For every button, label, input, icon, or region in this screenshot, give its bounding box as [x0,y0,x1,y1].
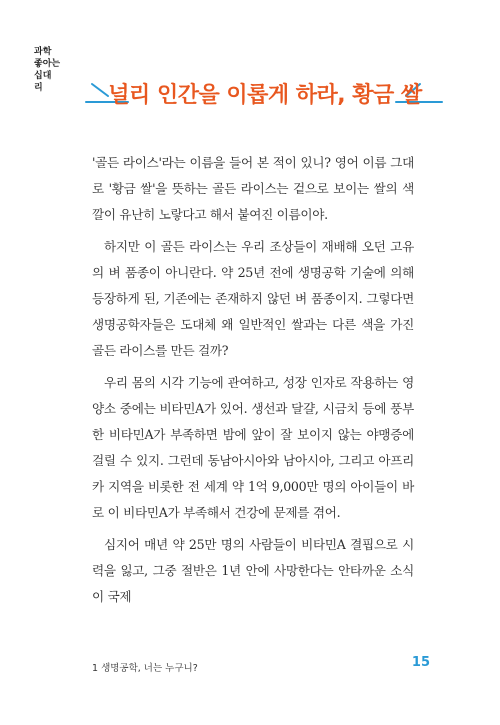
section-heading [80,70,450,130]
series-tag-line: 십대 [34,71,52,81]
paragraph: '골든 라이스'라는 이름을 들어 본 적이 있니? 영어 이름 그대로 '황금 쌀'을 뜻하는 골든 라이스는 겉으로 보이는 쌀의 색깔이 유난히 노랗다고 해서 붙여진 이름이야. [92,155,414,222]
series-tag-line: 과학 [34,47,52,57]
article-body [92,150,414,616]
page-number: 15 [411,655,430,670]
heading-title: 널리 인간을 이롭게 하라, 황금 쌀 [108,83,422,108]
paragraph: 심지어 매년 약 25만 명의 사람들이 비타민A 결핍으로 시력을 잃고, 그중 절반은 1년 안에 사망한다는 안타까운 소식이 국제 [92,537,414,604]
series-tag [34,46,74,94]
chapter-footer: 1 생명공학, 너는 누구니? [92,663,198,674]
paragraph: 우리 몸의 시각 기능에 관여하고, 성장 인자로 작용하는 영양소 중에는 비타민A가 있어. 생선과 달걀, 시금치 등에 풍부한 비타민A가 부족하면 밤에 앞이 잘 보이지 않는 야맹증에 걸릴 수 있지. 그런데 동남아시아와 남아시아, 그리고 아프리카 지역을 비롯한 전 세계 약 1억 9,000만 명의 아이들이 바로 이 비타민A가 부족해서 건강에 문제를 겪어. [92,375,414,520]
series-tag-line: 리 [34,83,43,93]
paragraph: 하지만 이 골든 라이스는 우리 조상들이 재배해 오던 고유의 벼 품종이 아니란다. 약 25년 전에 생명공학 기술에 의해 등장하게 된, 기존에는 존재하지 않던 벼 품종이지. 그렇다면 생명공학자들은 도대체 왜 일반적인 쌀과는 다른 색을 가진 골든 라이스를 만든 걸까? [92,239,414,358]
series-tag-line: 좋아는 [34,59,61,69]
